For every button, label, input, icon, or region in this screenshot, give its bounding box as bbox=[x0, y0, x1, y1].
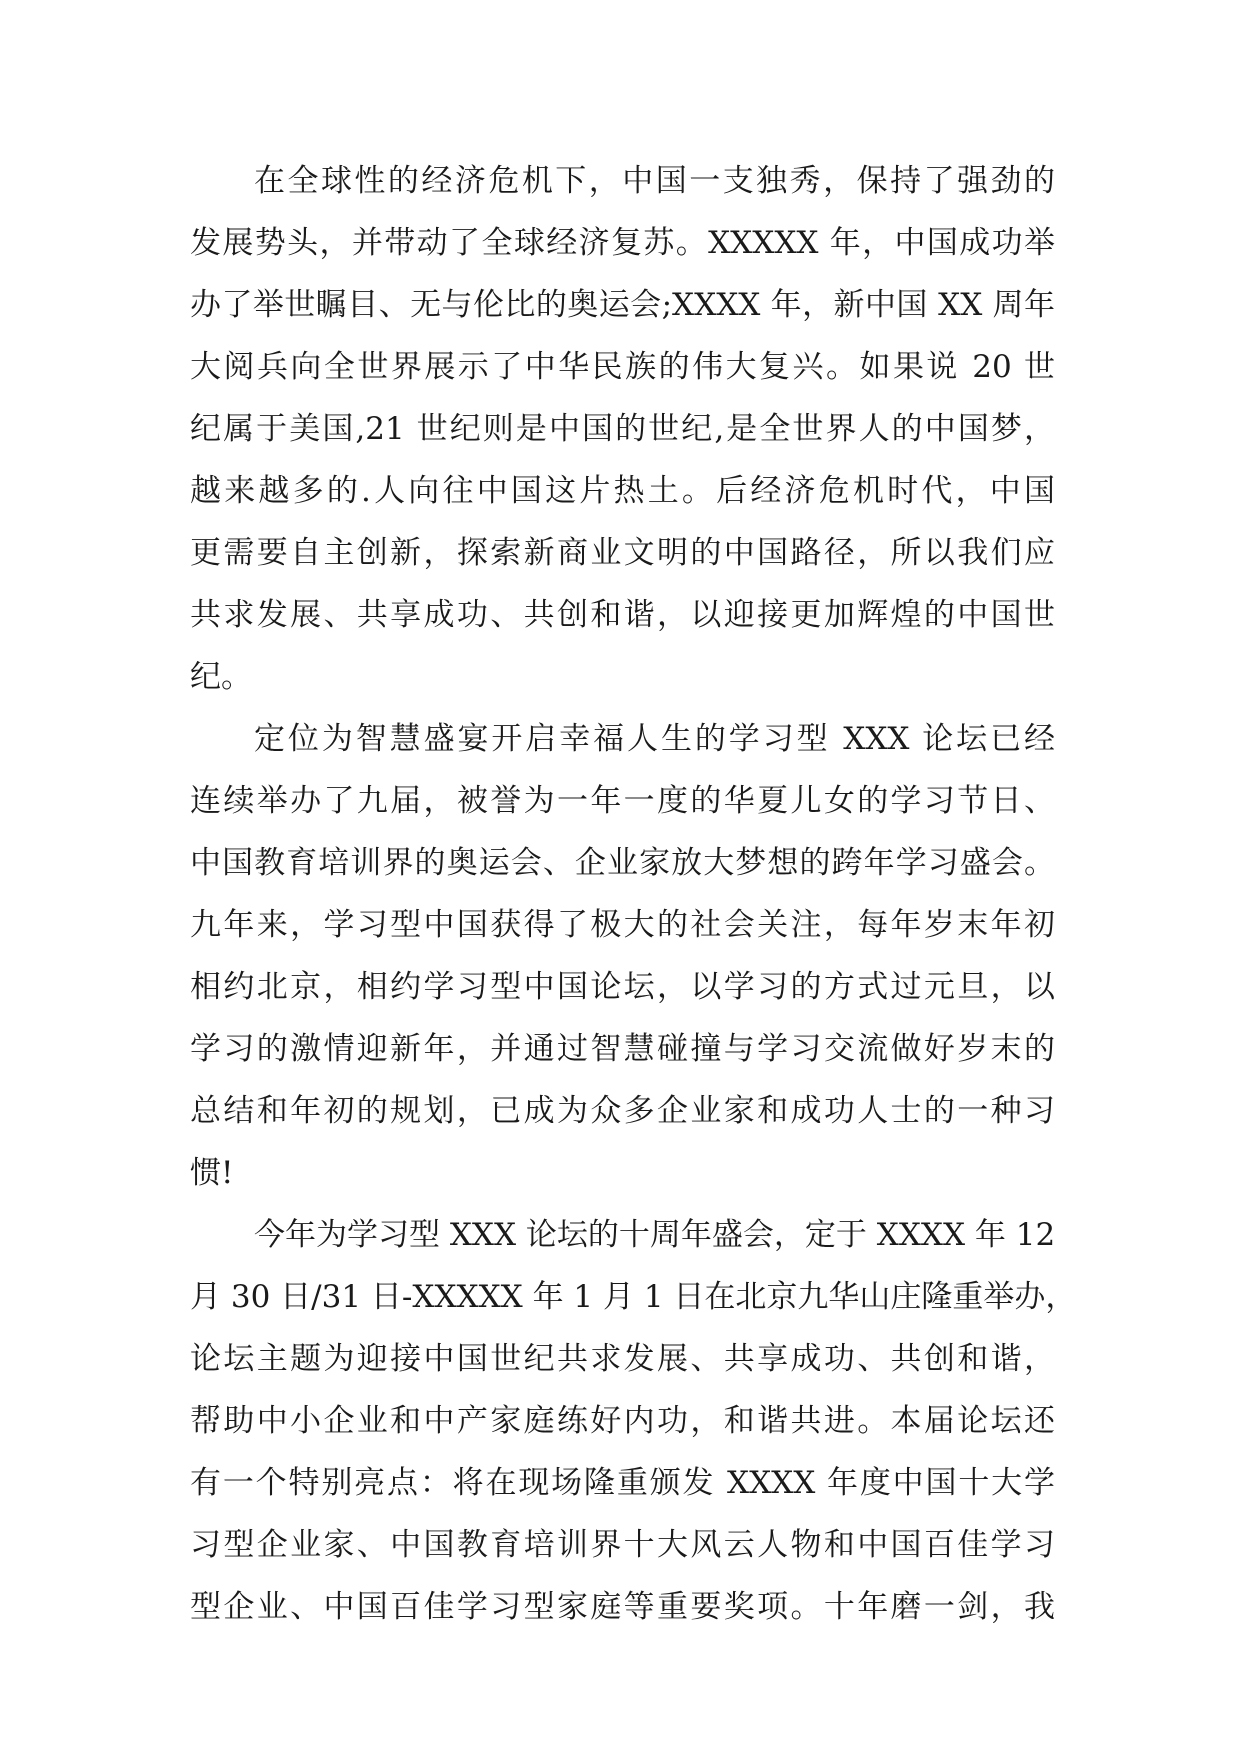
paragraph-2-line-7: 总结和年初的规划，已成为众多企业家和成功人士的一种习 bbox=[190, 1093, 1055, 1129]
paragraph-2-line-4: 九年来，学习型中国获得了极大的社会关注，每年岁末年初 bbox=[190, 907, 1055, 943]
paragraph-3-line-7: 型企业、中国百佳学习型家庭等重要奖项。十年磨一剑，我 bbox=[190, 1589, 1055, 1625]
paragraph-2-line-3: 中国教育培训界的奥运会、企业家放大梦想的跨年学习盛会。 bbox=[190, 845, 1055, 881]
paragraph-1-line-8: 共求发展、共享成功、共创和谐，以迎接更加辉煌的中国世 bbox=[190, 597, 1055, 633]
paragraph-3-line-2: 月 30 日/31 日-XXXXX 年 1 月 1 日在北京九华山庄隆重举办， bbox=[190, 1279, 1077, 1315]
paragraph-3-line-3: 论坛主题为迎接中国世纪共求发展、共享成功、共创和谐， bbox=[190, 1341, 1055, 1377]
paragraph-2-line-1: 定位为智慧盛宴开启幸福人生的学习型 XXX 论坛已经 bbox=[254, 721, 1055, 757]
paragraph-2-line-2: 连续举办了九届，被誉为一年一度的华夏儿女的学习节日、 bbox=[190, 783, 1055, 819]
paragraph-3-line-4: 帮助中小企业和中产家庭练好内功，和谐共进。本届论坛还 bbox=[190, 1403, 1055, 1439]
paragraph-3-line-1: 今年为学习型 XXX 论坛的十周年盛会，定于 XXXX 年 12 bbox=[254, 1217, 1056, 1253]
body-text bbox=[190, 150, 1077, 1638]
paragraph-1-line-6: 越来越多的.人向往中国这片热土。后经济危机时代，中国 bbox=[190, 473, 1055, 509]
paragraph-3-line-6: 习型企业家、中国教育培训界十大风云人物和中国百佳学习 bbox=[190, 1527, 1055, 1563]
paragraph-1-line-5: 纪属于美国,21 世纪则是中国的世纪,是全世界人的中国梦， bbox=[190, 411, 1055, 447]
paragraph-1-line-4: 大阅兵向全世界展示了中华民族的伟大复兴。如果说 20 世 bbox=[190, 349, 1055, 385]
paragraph-1-line-2: 发展势头，并带动了全球经济复苏。XXXXX 年，中国成功举 bbox=[190, 225, 1055, 261]
paragraph-1-line-1: 在全球性的经济危机下，中国一支独秀，保持了强劲的 bbox=[254, 163, 1055, 199]
paragraph-2-line-6: 学习的激情迎新年，并通过智慧碰撞与学习交流做好岁末的 bbox=[190, 1031, 1055, 1067]
paragraph-1-line-9: 纪。 bbox=[190, 659, 252, 695]
paragraph-3-line-5: 有一个特别亮点：将在现场隆重颁发 XXXX 年度中国十大学 bbox=[190, 1465, 1055, 1501]
paragraph-1-line-3: 办了举世瞩目、无与伦比的奥运会;XXXX 年，新中国 XX 周年 bbox=[190, 287, 1055, 323]
paragraph-2-line-5: 相约北京，相约学习型中国论坛，以学习的方式过元旦，以 bbox=[190, 969, 1055, 1005]
paragraph-1-line-7: 更需要自主创新，探索新商业文明的中国路径，所以我们应 bbox=[190, 535, 1055, 571]
paragraph-2-line-8: 惯! bbox=[190, 1155, 234, 1191]
